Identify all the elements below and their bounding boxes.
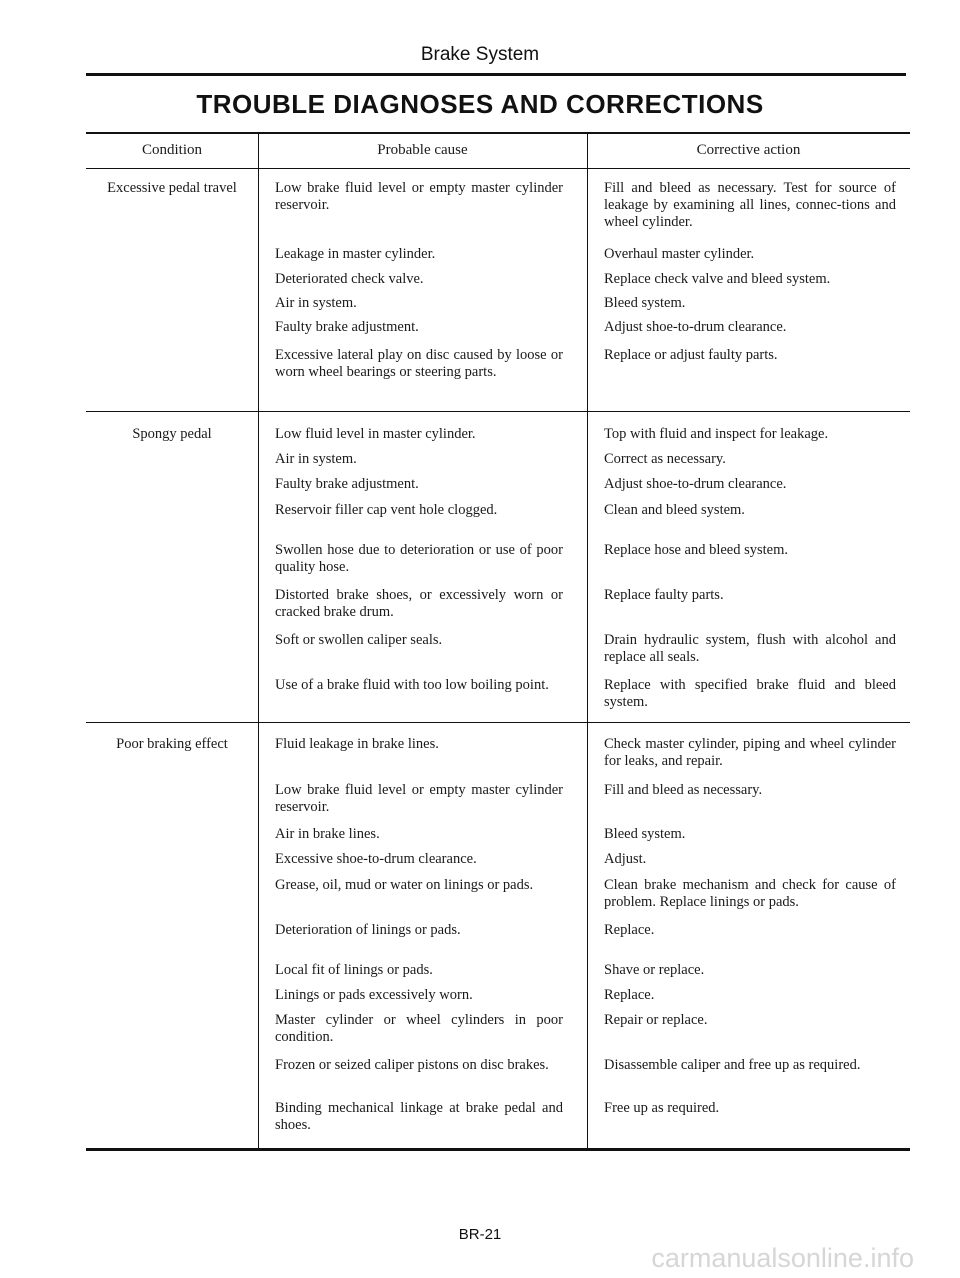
table-bottom-rule	[86, 1148, 910, 1151]
action-cell: Adjust.	[604, 851, 647, 867]
header-rule	[86, 168, 910, 169]
group-divider	[86, 411, 910, 412]
cause-cell: Faulty brake adjustment.	[275, 476, 419, 492]
cause-cell: Swollen hose due to deterioration or use of poor quality hose.	[275, 542, 563, 575]
column-divider	[587, 132, 588, 1148]
action-cell: Clean brake mechanism and check for cause of problem. Replace linings or pads.	[604, 877, 896, 910]
cause-cell: Air in brake lines.	[275, 826, 380, 842]
action-cell: Correct as necessary.	[604, 451, 726, 467]
cause-cell: Grease, oil, mud or water on linings or pads.	[275, 877, 534, 893]
cause-cell: Faulty brake adjustment.	[275, 319, 419, 335]
action-cell: Check master cylinder, piping and wheel cylinder for leaks, and repair.	[604, 736, 896, 769]
action-cell: Repair or replace.	[604, 1012, 708, 1028]
action-cell: Replace hose and bleed system.	[604, 542, 789, 558]
action-cell: Top with fluid and inspect for leakage.	[604, 426, 829, 442]
cause-cell: Binding mechanical linkage at brake pedal and shoes.	[275, 1100, 563, 1133]
cause-cell: Reservoir filler cap vent hole clogged.	[275, 502, 498, 518]
action-cell: Adjust shoe-to-drum clearance.	[604, 476, 787, 492]
cause-cell: Master cylinder or wheel cylinders in poor condition.	[275, 1012, 563, 1045]
action-cell: Replace check valve and bleed system.	[604, 271, 831, 287]
action-cell: Fill and bleed as necessary. Test for source of leakage by examining all lines, connec-tions and wheel cylinder.	[604, 180, 896, 230]
page-title: TROUBLE DIAGNOSES AND CORRECTIONS	[196, 89, 764, 119]
cause-cell: Air in system.	[275, 295, 357, 311]
condition-cell: Spongy pedal	[132, 426, 212, 442]
action-cell: Drain hydraulic system, flush with alcohol and replace all seals.	[604, 632, 896, 665]
action-cell: Bleed system.	[604, 295, 686, 311]
table-top-rule	[86, 132, 910, 134]
header-rule	[86, 73, 906, 76]
action-cell: Replace.	[604, 922, 655, 938]
cause-cell: Leakage in master cylinder.	[275, 246, 436, 262]
cause-cell: Low brake fluid level or empty master cylinder reservoir.	[275, 180, 563, 213]
page-number: BR-21	[458, 1226, 502, 1243]
cause-cell: Distorted brake shoes, or excessively worn or cracked brake drum.	[275, 587, 563, 620]
cause-cell: Excessive lateral play on disc caused by loose or worn wheel bearings or steering parts.	[275, 347, 563, 380]
page-header: Brake System	[420, 44, 540, 65]
action-cell: Replace with specified brake fluid and bleed system.	[604, 677, 896, 710]
column-header-corrective-action: Corrective action	[696, 142, 801, 158]
column-header-probable-cause: Probable cause	[377, 142, 468, 158]
action-cell: Shave or replace.	[604, 962, 705, 978]
cause-cell: Local fit of linings or pads.	[275, 962, 433, 978]
cause-cell: Frozen or seized caliper pistons on disc brakes.	[275, 1057, 549, 1073]
column-divider	[258, 132, 259, 1148]
condition-cell: Poor braking effect	[116, 736, 228, 752]
cause-cell: Low fluid level in master cylinder.	[275, 426, 476, 442]
cause-cell: Linings or pads excessively worn.	[275, 987, 473, 1003]
action-cell: Bleed system.	[604, 826, 686, 842]
cause-cell: Excessive shoe-to-drum clearance.	[275, 851, 477, 867]
condition-cell: Excessive pedal travel	[107, 180, 237, 196]
action-cell: Replace faulty parts.	[604, 587, 724, 603]
action-cell: Overhaul master cylinder.	[604, 246, 755, 262]
cause-cell: Deterioration of linings or pads.	[275, 922, 461, 938]
cause-cell: Fluid leakage in brake lines.	[275, 736, 439, 752]
cause-cell: Low brake fluid level or empty master cylinder reservoir.	[275, 782, 563, 815]
action-cell: Free up as required.	[604, 1100, 720, 1116]
column-header-condition: Condition	[141, 142, 202, 158]
cause-cell: Deteriorated check valve.	[275, 271, 424, 287]
action-cell: Disassemble caliper and free up as required.	[604, 1057, 861, 1073]
group-divider	[86, 722, 910, 723]
action-cell: Replace.	[604, 987, 655, 1003]
cause-cell: Use of a brake fluid with too low boiling point.	[275, 677, 549, 693]
watermark: carmanualsonline.info	[651, 1243, 914, 1273]
cause-cell: Air in system.	[275, 451, 357, 467]
cause-cell: Soft or swollen caliper seals.	[275, 632, 443, 648]
action-cell: Fill and bleed as necessary.	[604, 782, 763, 798]
action-cell: Clean and bleed system.	[604, 502, 745, 518]
action-cell: Replace or adjust faulty parts.	[604, 347, 778, 363]
action-cell: Adjust shoe-to-drum clearance.	[604, 319, 787, 335]
